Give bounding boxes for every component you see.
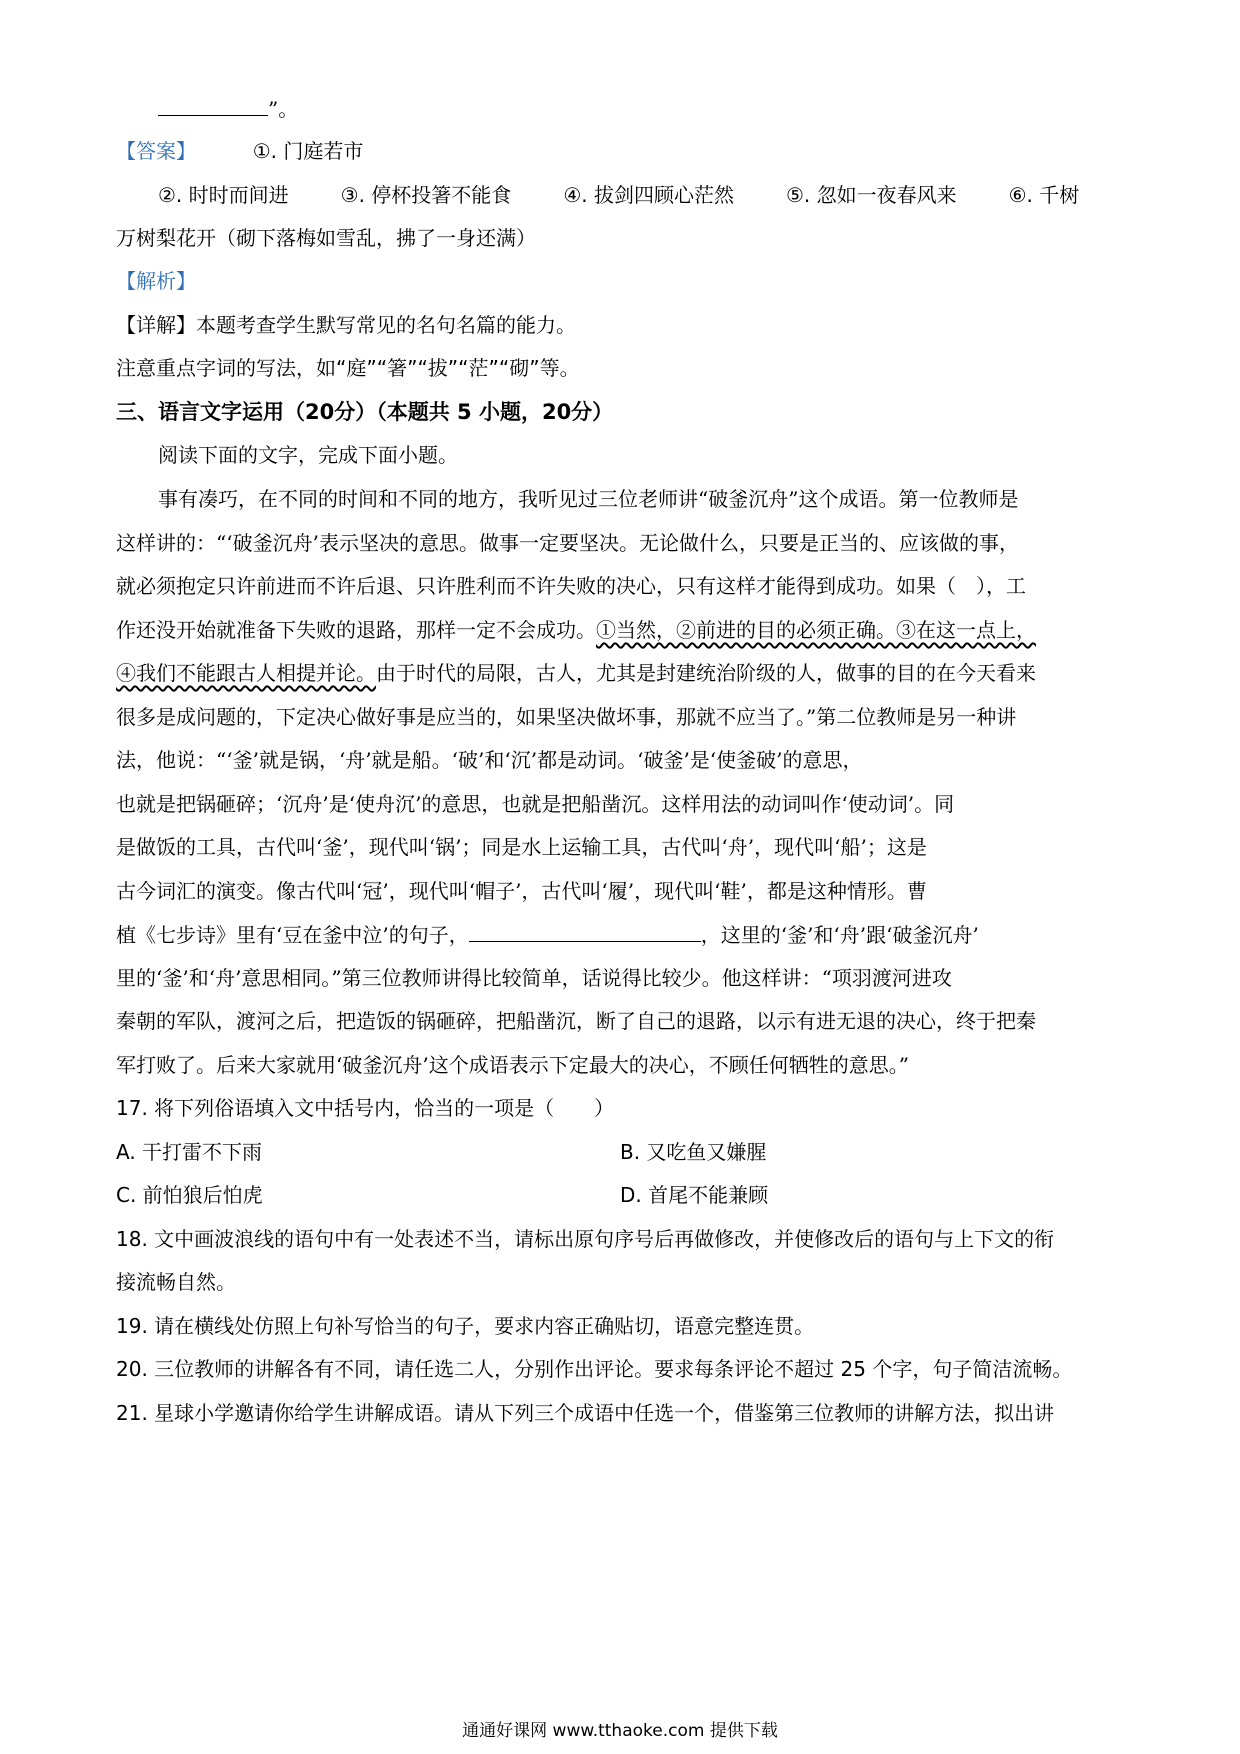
passage-line-12: 里的‘釜’和‘舟’意思相同。”第三位教师讲得比较简单，话说得比较少。他这样讲：“项羽渡河进攻 [116, 966, 952, 990]
passage-line-5 [116, 658, 1036, 688]
question-18: 18. 文中画波浪线的语句中有一处表述不当，请标出原句序号后再做修改，并使修改后的语句与上下文的衔 [116, 1227, 1055, 1251]
passage-line-14: 军打败了。后来大家就用‘破釜沉舟’这个成语表示下定最大的决心，不顾任何牺牲的意思。” [116, 1053, 909, 1077]
analysis-note: 注意重点字词的写法，如“庭”“箸”“拔”“茫”“砌”等。 [116, 356, 580, 380]
question-19: 19. 请在横线处仿照上句补写恰当的句子，要求内容正确贴切，语意完整连贯。 [116, 1314, 815, 1338]
question-17: 17. 将下列俗语填入文中括号内，恰当的一项是（ ） [116, 1096, 615, 1120]
analysis-label: 【解析】 [116, 269, 196, 293]
answer-item-5: ⑤. 忽如一夜春风来 [785, 183, 957, 207]
option-a: A. 干打雷不下雨 [116, 1140, 263, 1164]
passage-line-4-text: 作还没开始就准备下失败的退路，那样一定不会成功。 [116, 618, 596, 642]
question-18-continued: 接流畅自然。 [116, 1270, 236, 1294]
passage-line-4 [116, 615, 1036, 645]
section-title: 三、语言文字运用（20分）（本题共 5 小题，20分） [116, 400, 614, 424]
answer-row [116, 136, 363, 166]
wavy-underlined-sentence-end: ④我们不能跟古人相提并论。 [116, 661, 376, 685]
answer-item-6: ⑥. 千树 [1008, 183, 1080, 207]
passage-line-7: 法，他说：“‘釜’就是锅，‘舟’就是船。‘破’和‘沉’都是动词。‘破釜’是‘使釜破’的意思， [116, 748, 863, 772]
blank-suffix: ”。 [268, 97, 299, 121]
passage-line-5-text: 由于时代的局限，古人，尤其是封建统治阶级的人，做事的目的在今天看来 [376, 661, 1036, 685]
page-footer: 通通好课网 www.tthaoke.com 提供下载 [462, 1721, 778, 1741]
passage-line-1: 事有凑巧，在不同的时间和不同的地方，我听见过三位老师讲“破釜沉舟”这个成语。第一位教师是 [158, 487, 1019, 511]
imitation-blank [469, 919, 701, 942]
passage-line-11-text: 植《七步诗》里有‘豆在釜中泣’的句子， [116, 923, 469, 947]
answer-item-2: ②. 时时而间进 [158, 183, 289, 207]
option-b: B. 又吃鱼又嫌腥 [620, 1140, 767, 1164]
section-instruction: 阅读下面的文字，完成下面小题。 [158, 443, 458, 467]
option-d: D. 首尾不能兼顾 [620, 1183, 769, 1207]
passage-line-6: 很多是成问题的，下定决心做好事是应当的，如果坚决做坏事，那就不应当了。”第二位教师是另一种讲 [116, 705, 1017, 729]
answer-item-6-continued: 万树梨花开（砌下落梅如雪乱，拂了一身还满） [116, 226, 536, 250]
option-c: C. 前怕狼后怕虎 [116, 1183, 263, 1207]
answer-item-4: ④. 拔剑四顾心茫然 [563, 183, 734, 207]
passage-line-8: 也就是把锅砸碎；‘沉舟’是‘使舟沉’的意思，也就是把船凿沉。这样用法的动词叫作‘使动词’。同 [116, 792, 955, 816]
question-20: 20. 三位教师的讲解各有不同，请任选二人，分别作出评论。要求每条评论不超过 25 个字，句子简洁流畅。 [116, 1357, 1073, 1381]
passage-line-11-rest: ，这里的‘釜’和‘舟’跟‘破釜沉舟’ [700, 923, 979, 947]
fill-blank-line [158, 93, 298, 124]
passage-line-11 [116, 919, 979, 950]
passage-line-3: 就必须抱定只许前进而不许后退、只许胜利而不许失败的决心，只有这样才能得到成功。如果（ ），工 [116, 574, 1026, 598]
analysis-detail: 【详解】本题考查学生默写常见的名句名篇的能力。 [116, 313, 576, 337]
passage-line-9: 是做饭的工具，古代叫‘釜’，现代叫‘锅’；同是水上运输工具，古代叫‘舟’，现代叫‘船’；这是 [116, 835, 927, 859]
wavy-underlined-sentence: ①当然，②前进的目的必须正确。③在这一点上， [596, 618, 1036, 642]
passage-line-2: 这样讲的：“‘破釜沉舟’表示坚决的意思。做事一定要坚决。无论做什么，只要是正当的、应该做的事， [116, 531, 1019, 555]
answer-label: 【答案】 [116, 139, 196, 163]
answer-blank [158, 93, 268, 116]
answer-item-3: ③. 停杯投箸不能食 [340, 183, 512, 207]
passage-line-10: 古今词汇的演变。像古代叫‘冠’，现代叫‘帽子’，古代叫‘履’，现代叫‘鞋’，都是这种情形。曹 [116, 879, 927, 903]
passage-line-13: 秦朝的军队，渡河之后，把造饭的锅砸碎，把船凿沉，断了自己的退路，以示有进无退的决心，终于把秦 [116, 1009, 1036, 1033]
answer-items-row [158, 180, 1079, 210]
question-21: 21. 星球小学邀请你给学生讲解成语。请从下列三个成语中任选一个，借鉴第三位教师的讲解方法，拟出讲 [116, 1401, 1055, 1425]
answer-item-1: ①. 门庭若市 [252, 139, 364, 163]
